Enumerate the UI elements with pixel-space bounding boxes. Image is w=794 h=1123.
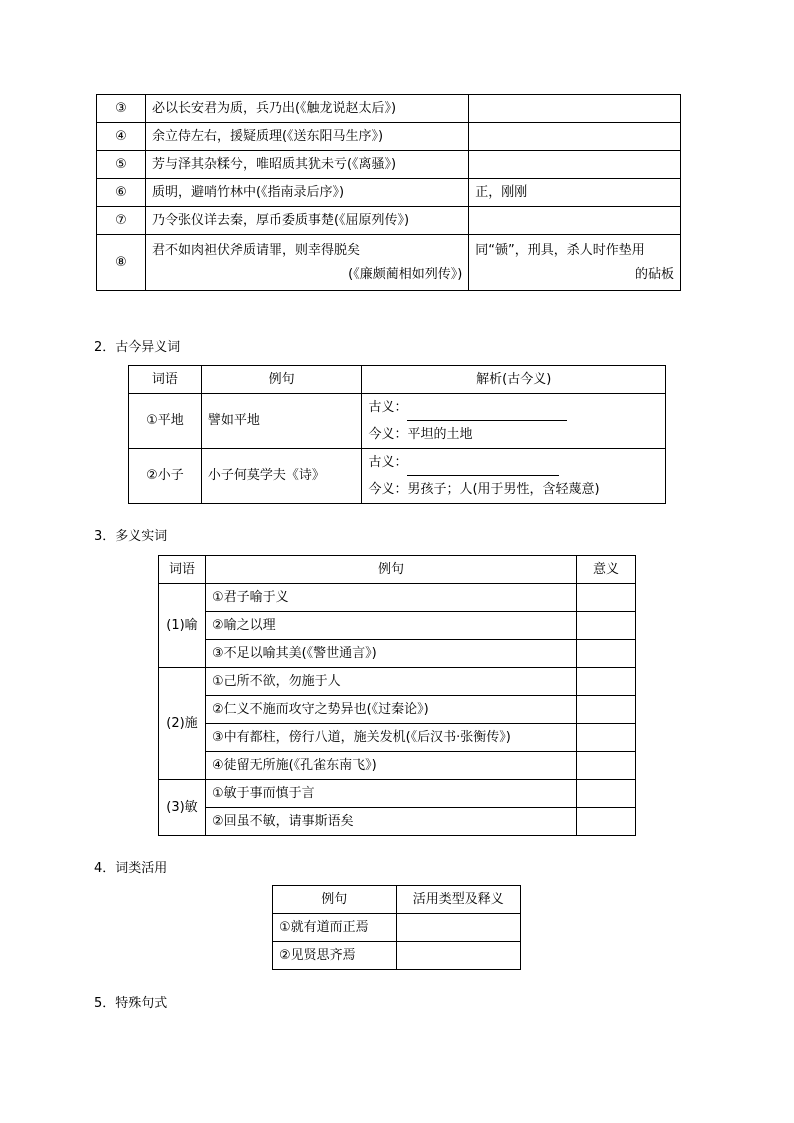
meaning-line-1: 同“锧”，刑具，杀人时作垫用 (475, 242, 645, 258)
sentence-text: 君不如肉袒伏斧质请罪，则幸得脱矣 (151, 242, 360, 258)
table-row (97, 95, 681, 123)
table-row (159, 752, 636, 780)
meaning-cell[interactable] (469, 123, 681, 151)
huoyong-table (272, 885, 521, 970)
table-row (97, 123, 681, 151)
ancient-label: 古义： (368, 400, 408, 415)
row-number: ③ (97, 95, 146, 123)
example-cell: ②喻之以理 (205, 612, 576, 640)
word-cell: (1)喻 (159, 584, 206, 668)
meaning-cell[interactable] (469, 151, 681, 179)
ancient-label: 古义： (368, 455, 408, 470)
example-cell: ②仁义不施而攻守之势异也(《过秦论》) (205, 696, 576, 724)
table-row (159, 668, 636, 696)
ancient-meaning (368, 394, 659, 421)
section-heading-teshu: 5．特殊句式 (94, 996, 168, 1011)
meaning-line-2: 的砧板 (634, 266, 674, 282)
table-row (97, 207, 681, 235)
row-number: ⑧ (97, 235, 146, 291)
row-number: ⑤ (97, 151, 146, 179)
example-cell: ②回虽不敏，请事斯语矣 (205, 808, 576, 836)
word-cell: ②小子 (129, 449, 202, 504)
table-header-row (159, 556, 636, 584)
word-cell: ①平地 (129, 394, 202, 449)
table-row (129, 449, 666, 504)
meaning-cell[interactable] (469, 95, 681, 123)
example-cell: ④徒留无所施(《孔雀东南飞》) (205, 752, 576, 780)
row-number: ⑦ (97, 207, 146, 235)
analysis-cell (362, 394, 666, 449)
section-heading-duoyi: 3．多义实词 (94, 529, 168, 544)
meaning-cell[interactable] (577, 696, 636, 724)
example-cell: ①就有道而正焉 (273, 914, 397, 942)
table-row (159, 584, 636, 612)
table-row (129, 394, 666, 449)
row-number: ⑥ (97, 179, 146, 207)
example-cell: 小子何莫学夫《诗》 (201, 449, 362, 504)
table-row (159, 724, 636, 752)
table-row (159, 696, 636, 724)
example-sentence (145, 235, 468, 291)
word-cell: (3)敏 (159, 780, 206, 836)
meaning-cell[interactable] (577, 780, 636, 808)
example-cell: 譬如平地 (201, 394, 362, 449)
example-cell: ③不足以喻其美(《警世通言》) (205, 640, 576, 668)
example-sentence: 质明，避哨竹林中(《指南录后序》) (145, 179, 468, 207)
meaning-cell[interactable] (577, 724, 636, 752)
gujin-table (128, 365, 666, 504)
example-cell: ①己所不欲，勿施于人 (205, 668, 576, 696)
meaning-cell (469, 235, 681, 291)
example-cell: ③中有都柱，傍行八道，施关发机(《后汉书·张衡传》) (205, 724, 576, 752)
table-row (273, 914, 521, 942)
table-row (97, 179, 681, 207)
meaning-cell[interactable] (469, 207, 681, 235)
header-word: 词语 (159, 556, 206, 584)
example-sentence: 芳与泽其杂糅兮，唯昭质其犹未亏(《离骚》) (145, 151, 468, 179)
meaning-cell[interactable] (577, 640, 636, 668)
example-cell: ②见贤思齐焉 (273, 942, 397, 970)
analysis-cell (362, 449, 666, 504)
section-heading-huoyong: 4．词类活用 (94, 861, 168, 876)
duoyi-table (158, 555, 636, 836)
word-cell: (2)施 (159, 668, 206, 780)
row-number: ④ (97, 123, 146, 151)
header-analysis: 解析(古今义) (362, 366, 666, 394)
table-row (159, 612, 636, 640)
table-row (159, 808, 636, 836)
example-sentence: 必以长安君为质，兵乃出(《触龙说赵太后》) (145, 95, 468, 123)
header-example: 例句 (205, 556, 576, 584)
example-sentence: 乃令张仪详去秦，厚币委质事楚(《屈原列传》) (145, 207, 468, 235)
table-row (159, 780, 636, 808)
header-example: 例句 (273, 886, 397, 914)
table-row (97, 235, 681, 291)
example-sentence: 余立侍左右，援疑质理(《送东阳马生序》) (145, 123, 468, 151)
example-cell: ①敏于事而慎于言 (205, 780, 576, 808)
type-cell[interactable] (396, 914, 521, 942)
modern-meaning: 今义：平坦的土地 (368, 427, 473, 442)
table-row (159, 640, 636, 668)
sentence-source: (《廉颇蔺相如列传》) (348, 266, 463, 282)
ancient-meaning (368, 449, 659, 476)
modern-meaning: 今义：男孩子；人(用于男性，含轻蔑意) (368, 482, 600, 497)
meaning-cell[interactable] (577, 808, 636, 836)
table-row (273, 942, 521, 970)
section-heading-gujin: 2．古今异义词 (94, 340, 181, 355)
table-header-row (273, 886, 521, 914)
ancient-blank[interactable] (407, 406, 567, 421)
meaning-cell[interactable] (577, 668, 636, 696)
meaning-cell[interactable] (577, 752, 636, 780)
header-meaning: 意义 (577, 556, 636, 584)
header-type: 活用类型及释义 (396, 886, 521, 914)
meaning-cell[interactable] (577, 584, 636, 612)
table-header-row (129, 366, 666, 394)
header-example: 例句 (201, 366, 362, 394)
example-cell: ①君子喻于义 (205, 584, 576, 612)
type-cell[interactable] (396, 942, 521, 970)
meaning-cell[interactable] (577, 612, 636, 640)
meaning-cell: 正，刚刚 (469, 179, 681, 207)
zhi-meaning-table (96, 94, 681, 291)
table-row (97, 151, 681, 179)
header-word: 词语 (129, 366, 202, 394)
ancient-blank[interactable] (407, 461, 559, 476)
